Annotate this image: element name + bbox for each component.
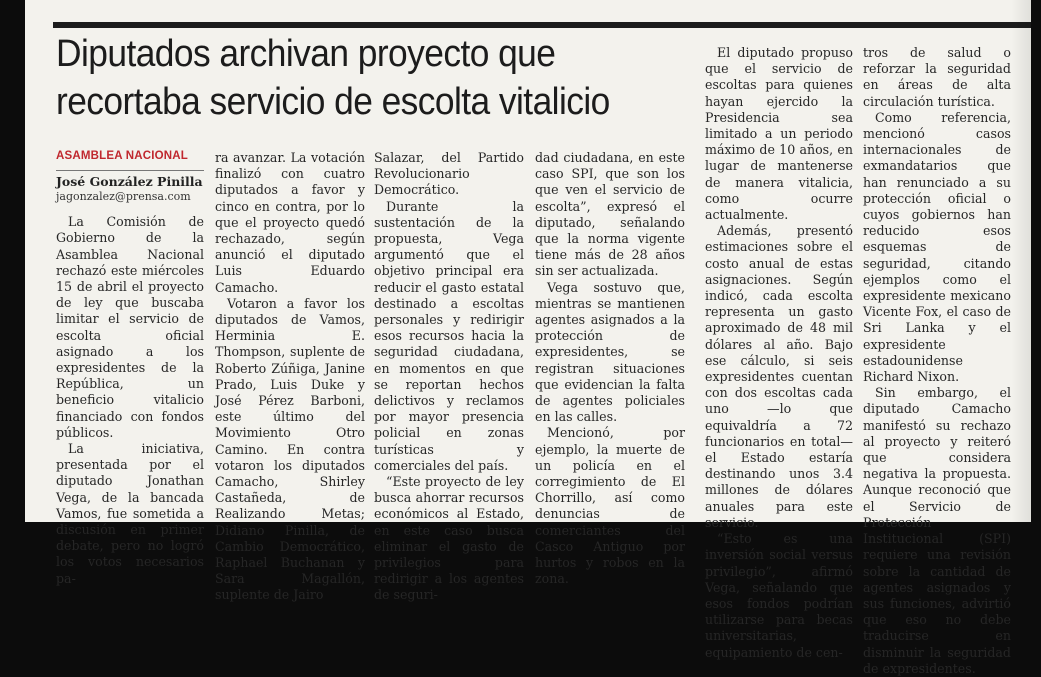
article-column-2: [215, 150, 365, 603]
author-name: José González Pinilla: [56, 174, 203, 190]
author-email: jagonzalez@prensa.com: [56, 190, 191, 204]
paragraph: La Comisión de Gobierno de la Asamblea Nacional rechazó este miércoles 15 de abril el proyecto de ley que buscaba limitar el servicio de escolta oficial asignado a los expresidentes de la República, un beneficio vitalicio financiado con fondos públicos.: [56, 214, 204, 440]
paragraph: Durante la sustentación de la propuesta, Vega argumentó que el objetivo principal era reducir el gasto estatal destinado a escoltas personales y redirigir esos recursos hacia la seguridad ciudadana, en momentos en que se reportan hechos delictivos y reclamos por mayor presencia policial en zonas turísticas y comerciales del país.: [374, 198, 524, 473]
headline-line-2: recortaba servicio de escolta vitalicio: [56, 81, 610, 123]
article-column-1: [56, 148, 204, 586]
headline-line-1: Diputados archivan proyecto que: [56, 33, 556, 75]
paragraph: La iniciativa, presentada por el diputado Jonathan Vega, de la bancada Vamos, fue sometida a discusión en primer debate, pero no logró los votos necesarios pa-: [56, 441, 204, 586]
headline: [56, 30, 651, 126]
section-label: ASAMBLEA NACIONAL: [56, 150, 189, 162]
article-column-6: [863, 45, 1011, 676]
top-rule: [53, 22, 1031, 28]
article-column-3: [374, 150, 524, 603]
paragraph: “Esto es una inversión social versus privilegio”, afirmó Vega, señalando que esos fondos podrían utilizarse para becas universitarias, equipamiento de cen-: [705, 531, 853, 660]
paragraph: dad ciudadana, en este caso SPI, que son los que ven el servicio de escolta”, expresó el diputado, señalando que la norma vigente tiene más de 28 años sin ser actualizada.: [535, 150, 685, 279]
paragraph: El diputado propuso que el servicio de escoltas para quienes hayan ejercido la Presidencia sea limitado a un periodo máximo de 10 años, en lugar de mantenerse de manera vitalicia, como ocurre actualmente.: [705, 45, 853, 223]
paragraph: Votaron a favor los diputados de Vamos, Herminia E. Thompson, suplente de Roberto Zúñiga, Janine Prado, Luis Duke y José Pérez Barboni, este último del Movimiento Otro Camino. En contra votaron los diputados Camacho, Shirley Castañeda, de Realizando Metas; Didiano Pinilla, de Cambio Democrático, Raphael Buchanan y Sara Magallón, suplente de Jairo: [215, 295, 365, 603]
page-edge-shadow: [1011, 0, 1031, 522]
newspaper-page: [25, 0, 1031, 676]
paragraph: Vega sostuvo que, mientras se mantienen agentes asignados a la protección de expresidentes, se registran situaciones que evidencian la falta de agentes policiales en las calles.: [535, 279, 685, 425]
paragraph: Como referencia, mencionó casos internacionales de exmandatarios que han renunciado a su protección oficial o cuyos gobiernos han reducido esos esquemas de seguridad, citando ejemplos como el expresidente mexicano Vicente Fox, el caso de Sri Lanka y el expresidente estadounidense Richard Nixon.: [863, 109, 1011, 385]
paragraph: Mencionó, por ejemplo, la muerte de un policía en el corregimiento de El Chorrillo, así como denuncias de comerciantes del Casco Antiguo por hurtos y robos en la zona.: [535, 425, 685, 587]
paragraph: ra avanzar. La votación finalizó con cuatro diputados a favor y cinco en contra, por lo que el proyecto quedó rechazado, según anunció el diputado Luis Eduardo Camacho.: [215, 150, 365, 295]
byline: [56, 170, 204, 204]
paragraph: Sin embargo, el diputado Camacho manifestó su rechazo al proyecto y reiteró que considera negativa la propuesta. Aunque reconoció que el Servicio de Protección Institucional (SPI) requiere una revisión sobre la cantidad de agentes asignados y sus funciones, advirtió que eso no debe traducirse en disminuir la seguridad de expresidentes.: [863, 385, 1011, 676]
paragraph: Salazar, del Partido Revolucionario Democrático.: [374, 150, 524, 198]
paragraph: tros de salud o reforzar la seguridad en áreas de alta circulación turística.: [863, 45, 1011, 109]
paragraph: Además, presentó estimaciones sobre el costo anual de estas asignaciones. Según indicó, cada escolta representa un gasto aproximado de 48 mil dólares al año. Bajo ese cálculo, si seis expresidentes cuentan con dos escoltas cada uno —lo que equivaldría a 72 funcionarios en total— el Estado estaría destinando unos 3.4 millones de dólares anuales para este servicio.: [705, 223, 853, 530]
article-column-4: [535, 150, 685, 587]
paragraph: “Este proyecto de ley busca ahorrar recursos económicos al Estado, en este caso busca eliminar el gasto de privilegios para redirigir a los agentes de seguri-: [374, 474, 524, 603]
article-column-5: [705, 45, 853, 660]
